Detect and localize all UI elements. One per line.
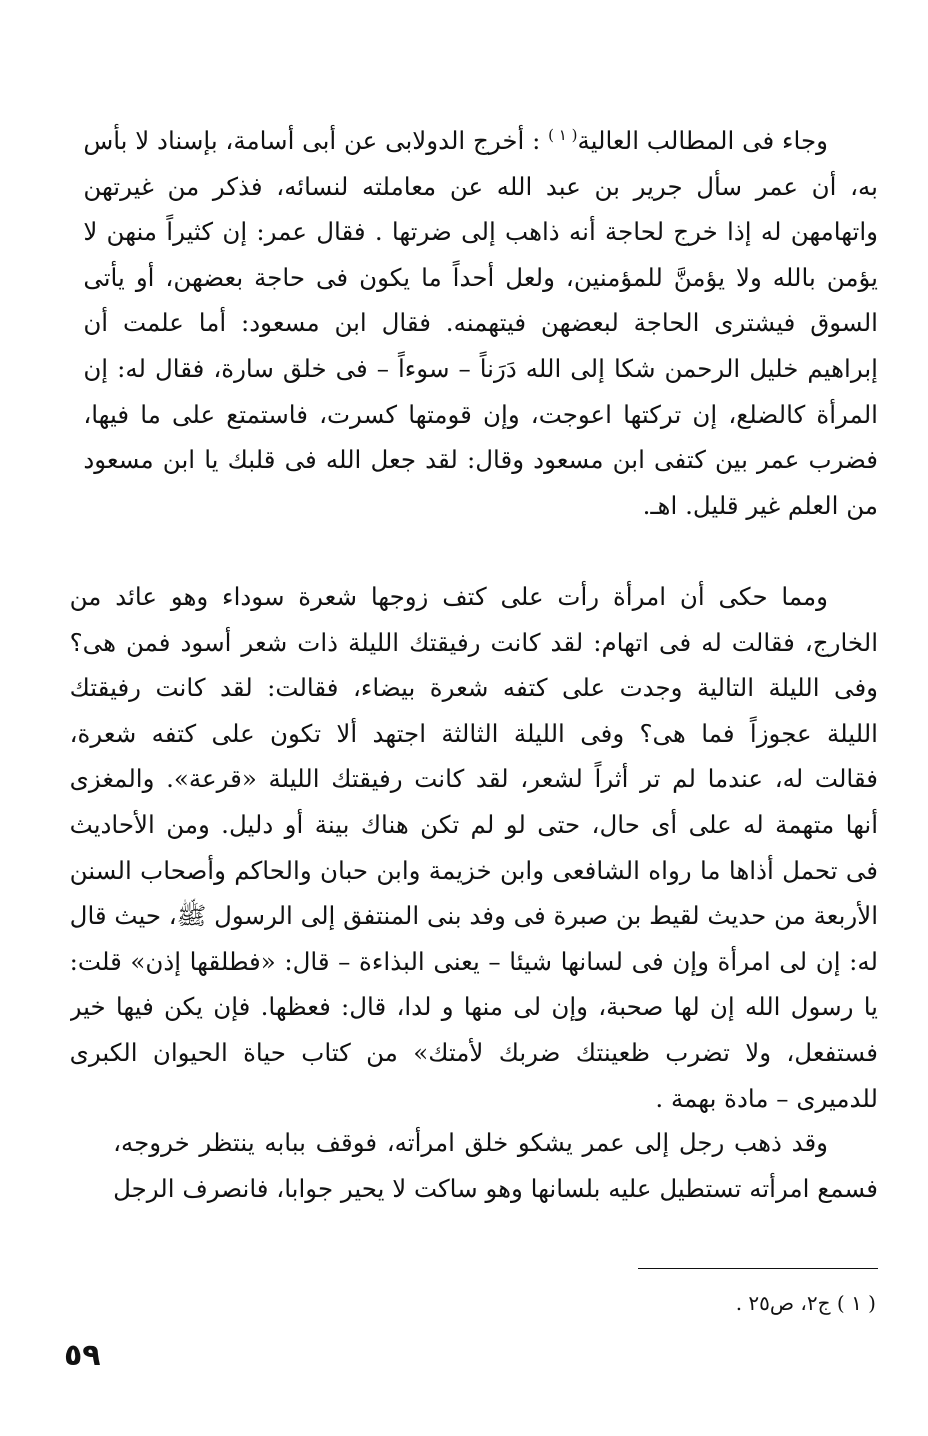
paragraph-1-line-4: يؤمن بالله ولا يؤمنَّ للمؤمنين، ولعل أحداً ما يكون فى حاجة بعضهن، أو يأتى <box>83 262 878 292</box>
paragraph-1-line-5: السوق فيشترى الحاجة لبعضهن فيتهمنه. فقال ابن مسعود: أما علمت أن <box>83 308 878 338</box>
paragraph-2-line-2: الخارج، فقالت له فى اتهام: لقد كانت رفيقتك الليلة ذات شعر أسود فمن هى؟ <box>69 627 878 657</box>
paragraph-2-line-6: أنها متهمة له على أى حال، حتى لو لم تكن هناك بينة أو دليل. ومن الأحاديث <box>69 809 878 839</box>
paragraph-2-line-12: للدميرى – مادة بهمة . <box>655 1083 878 1113</box>
footnote-marker[interactable]: ( ١ ) <box>548 125 578 144</box>
page-number: ٥٩ <box>64 1338 101 1373</box>
paragraph-2-line-8: الأربعة من حديث لقيط بن صبرة فى وفد بنى المنتفق إلى الرسول ﷺ، حيث قال <box>69 901 878 931</box>
paragraph-1-line-1: وجاء فى المطالب العالية$^{( ١ )}$ : أخرج الدولابى عن أبى أسامة، بإسناد لا بأس <box>83 125 828 155</box>
paragraph-2-line-11: فستفعل، ولا تضرب ظعينتك ضربك لأمتك» من كتاب حياة الحيوان الكبرى <box>69 1037 878 1067</box>
paragraph-3-line-2: فسمع امرأته تستطيل عليه بلسانها وهو ساكت لا يحير جوابا، فانصرف الرجل <box>113 1173 878 1203</box>
paragraph-2 <box>70 574 878 1121</box>
paragraph-2-line-9: له: إن لى امرأة وإن فى لسانها شيئا – يعنى البذاءة – قال: «فطلقها إذن» قلت: <box>69 946 878 976</box>
paragraph-2-line-1: ومما حكى أن امرأة رأت على كتف زوجها شعرة سوداء وهو عائد من <box>69 582 828 611</box>
paragraph-2-line-3: وفى الليلة التالية وجدت على كتفه شعرة بيضاء، فقالت: لقد كانت رفيقتك <box>69 673 878 703</box>
paragraph-1-line-8: فضرب عمر بين كتفى ابن مسعود وقال: لقد جعل الله فى قلبك يا ابن مسعود <box>83 445 878 475</box>
paragraph-1-line-3: واتهامهن له إذا خرج لحاجة أنه ذاهب إلى ضرتها . فقال عمر: إن كثيراً منهن لا <box>83 217 878 247</box>
paragraph-1-line-9: من العلم غير قليل. اهـ. <box>642 490 878 520</box>
paragraph-2-line-10: يا رسول الله إن لها صحبة، وإن لى منها و لدا، قال: فعظها. فإن يكن فيها خير <box>69 992 878 1022</box>
paragraph-1 <box>83 118 878 528</box>
paragraph-1-line-6: إبراهيم خليل الرحمن شكا إلى الله دَرَناً – سوءاً – فى خلق سارة، فقال له: إن <box>83 353 878 383</box>
paragraph-2-line-4: الليلة عجوزاً فما هى؟ وفى الليلة الثالثة اجتهد ألا تكون على كتفه شعرة، <box>69 718 878 748</box>
paragraph-2-line-7: فى تحمل أذاها ما رواه الشافعى وابن خزيمة وابن حبان والحاكم وأصحاب السنن <box>69 855 878 885</box>
footnote-divider <box>638 1268 878 1269</box>
paragraph-2-line-5: فقالت له، عندما لم تر أثراً لشعر، لقد كانت رفيقتك الليلة «قرعة». والمغزى <box>69 764 878 794</box>
paragraph-1-line-7: المرأة كالضلع، إن تركتها اعوجت، وإن قومتها كسرت، فاستمتع على ما فيها، <box>83 399 878 429</box>
footnote-text: ( ١ ) ج٢، ص٢٥ . <box>735 1291 876 1315</box>
paragraph-1-line-2: به، أن عمر سأل جرير بن عبد الله عن معاملته لنسائه، فذكر من غيرتهن <box>83 171 878 201</box>
paragraph-3-line-1: وقد ذهب رجل إلى عمر يشكو خلق امرأته، فوقف ببابه ينتظر خروجه، <box>113 1128 828 1157</box>
paragraph-3 <box>113 1120 878 1211</box>
